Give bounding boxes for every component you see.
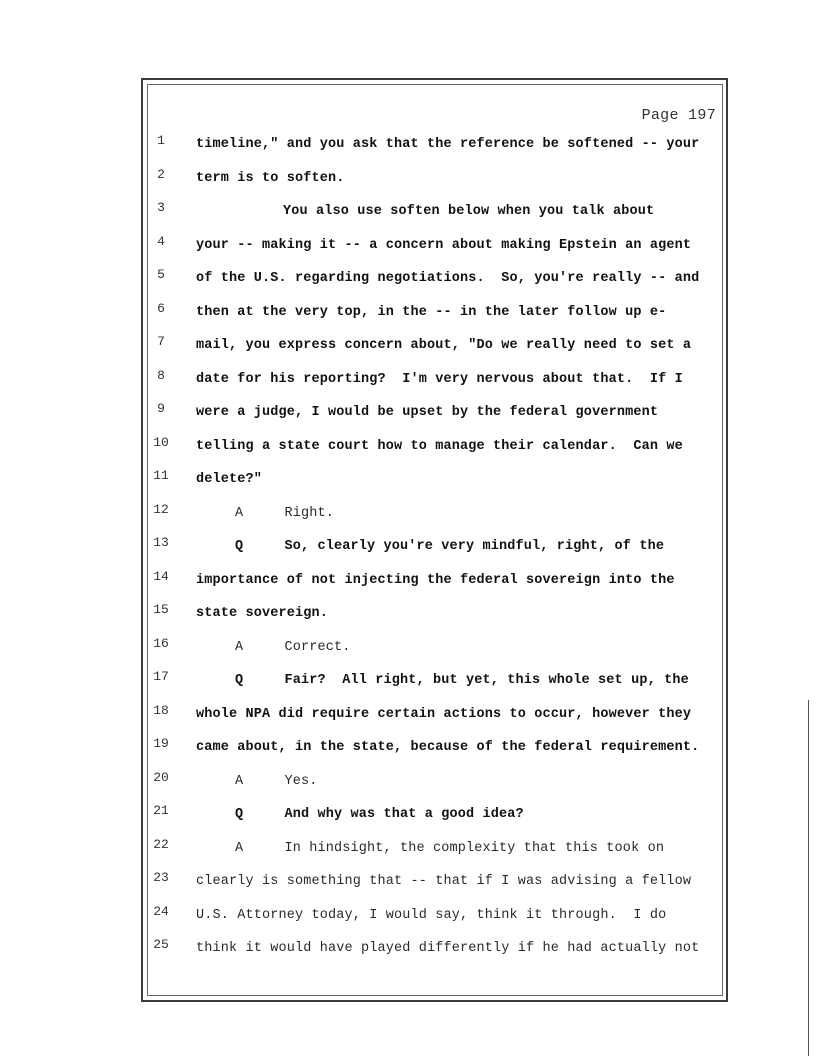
line-text: think it would have played differently if he had actually not [196, 941, 700, 956]
line-text: U.S. Attorney today, I would say, think it through. I do [196, 907, 667, 923]
line-text: date for his reporting? I'm very nervous about that. If I [196, 371, 683, 387]
line-number: 20 [153, 769, 169, 785]
line-text: mail, you express concern about, "Do we really need to set a [196, 338, 692, 353]
line-number: 24 [153, 903, 169, 919]
line-text: importance of not injecting the federal sovereign into the [196, 572, 675, 588]
line-number: 16 [153, 635, 169, 651]
line-number: 18 [153, 702, 169, 718]
line-text: then at the very top, in the -- in the later follow up e- [196, 304, 667, 320]
transcript-line [0, 133, 816, 157]
transcript-line [0, 870, 816, 894]
transcript-line [0, 334, 816, 358]
line-text: delete?" [196, 472, 263, 487]
line-number: 22 [153, 836, 169, 852]
line-text: timeline," and you ask that the reference be softened -- your [196, 137, 700, 152]
transcript-line [0, 602, 816, 626]
transcript-line [0, 569, 816, 593]
line-text: A Yes. [235, 773, 318, 789]
line-number: 7 [157, 334, 165, 349]
page-number: Page 197 [641, 107, 716, 124]
transcript-line [0, 200, 816, 224]
line-text: telling a state court how to manage their calendar. Can we [196, 438, 683, 454]
line-text: of the U.S. regarding negotiations. So, you're really -- and [196, 271, 700, 286]
transcript-line [0, 435, 816, 459]
line-number: 6 [157, 300, 165, 316]
line-number: 25 [153, 937, 169, 952]
transcript-line [0, 301, 816, 325]
line-number: 15 [153, 602, 169, 617]
line-text: clearly is something that -- that if I was advising a fellow [196, 874, 692, 889]
transcript-line [0, 368, 816, 392]
line-number: 13 [153, 535, 169, 550]
transcript-line [0, 736, 816, 760]
line-text: term is to soften. [196, 170, 345, 186]
line-number: 12 [153, 501, 169, 517]
line-text: came about, in the state, because of the federal requirement. [196, 740, 700, 755]
line-number: 23 [153, 870, 169, 885]
transcript-line [0, 167, 816, 191]
transcript-line [0, 636, 816, 660]
line-text: were a judge, I would be upset by the federal government [196, 405, 659, 420]
line-number: 14 [153, 568, 169, 584]
line-number: 5 [157, 267, 165, 282]
line-number: 10 [153, 434, 169, 450]
transcript-line [0, 669, 816, 693]
transcript-line [0, 937, 816, 961]
transcript-line [0, 803, 816, 827]
line-number: 19 [153, 736, 169, 751]
line-text: your -- making it -- a concern about making Epstein an agent [196, 237, 692, 253]
line-number: 8 [157, 367, 165, 383]
line-number: 4 [157, 233, 165, 249]
line-text: Q And why was that a good idea? [235, 807, 524, 822]
line-number: 9 [157, 401, 165, 416]
line-number: 17 [153, 669, 169, 684]
line-text: state sovereign. [196, 606, 329, 621]
line-number: 1 [157, 133, 165, 148]
transcript-line [0, 535, 816, 559]
line-text: A Correct. [235, 639, 351, 655]
line-text: You also use soften below when you talk about [283, 204, 655, 219]
line-text: Q So, clearly you're very mindful, right, of the [235, 539, 665, 554]
margin-rule [808, 700, 809, 1056]
line-number: 3 [157, 200, 165, 215]
transcript-line [0, 837, 816, 861]
line-number: 21 [153, 803, 169, 818]
transcript-line [0, 401, 816, 425]
transcript-line [0, 770, 816, 794]
line-text: A Right. [235, 505, 335, 521]
line-number: 2 [157, 166, 165, 182]
line-number: 11 [153, 468, 169, 483]
transcript-line [0, 267, 816, 291]
transcript-line [0, 904, 816, 928]
line-text: A In hindsight, the complexity that this took on [235, 840, 665, 856]
transcript-line [0, 468, 816, 492]
transcript-line [0, 502, 816, 526]
transcript-line [0, 703, 816, 727]
line-text: whole NPA did require certain actions to occur, however they [196, 706, 692, 722]
transcript-line [0, 234, 816, 258]
line-text: Q Fair? All right, but yet, this whole set up, the [235, 673, 689, 688]
